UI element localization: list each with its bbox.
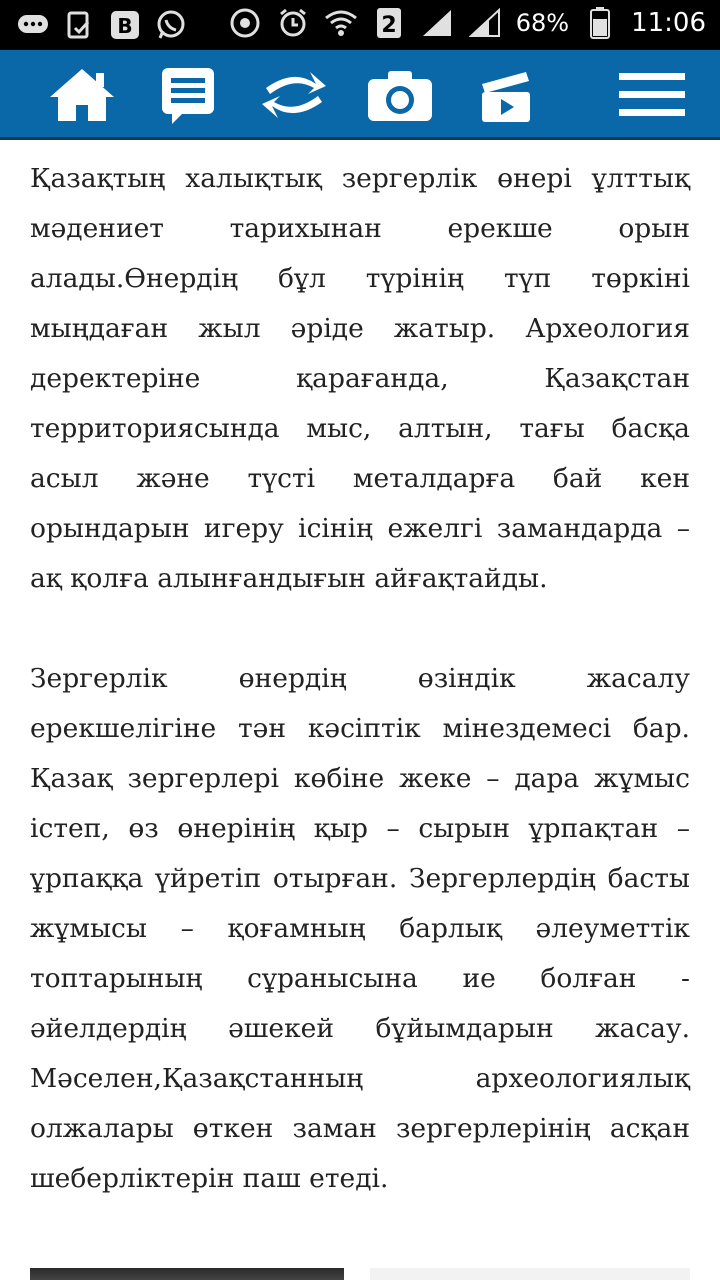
alarm-icon (276, 6, 310, 40)
video-button[interactable] (470, 63, 542, 127)
signal-icon (420, 6, 454, 40)
browser-b-icon (108, 8, 142, 42)
home-icon (46, 65, 118, 125)
news-button[interactable] (152, 63, 224, 127)
notification-icons (16, 8, 188, 42)
article-body (30, 142, 690, 1204)
wifi-icon (324, 6, 358, 40)
clock: 11:06 (631, 8, 706, 38)
battery-percent: 68% (515, 9, 570, 37)
sim-2-icon (372, 6, 406, 40)
clipboard-icon (62, 8, 96, 42)
menu-button[interactable] (616, 63, 688, 127)
chat-icon (16, 8, 50, 42)
camera-button[interactable] (364, 63, 436, 127)
chrome-icon (228, 6, 262, 40)
article-image[interactable] (370, 1268, 690, 1280)
home-button[interactable] (46, 63, 118, 127)
svg-text:2: 2 (381, 13, 397, 38)
top-navigation-bar (0, 50, 720, 140)
system-icons (228, 6, 706, 40)
article-paragraph: Қазақтың халықтық зергерлік өнері ұлттық мәдениет тарихынан ерекше орын алады.Өнердің бұл түрінің түп төркіні мыңдаған жыл әріде жатыр. Археология деректеріне қарағанда, Қазақстан территориясында мыс, алтын, тағы басқа асыл және түсті металдарға бай кен орындарын игеру ісінің ежелгі замандарда – ақ қолға алынғандығын айғақтайды. (30, 163, 690, 594)
camera-icon (366, 67, 434, 123)
article-paragraph: Зергерлік өнердің өзіндік жасалу ерекшелігіне тән кәсіптік мінездемесі бар. Қазақ зергерлері көбіне жеке – дара жұмыс істеп, өз өнерінің қыр – сырын ұрпақтан – ұрпаққа үйретіп отырған. Зергерлердің басты жұмысы – қоғамның барлық әлеуметтік топтарының сұранысына ие болған - әйелдердің әшекей бұйымдарын жасау. Мәселен,Қазақстанның археологиялық олжалары өткен заман зергерлерінің асқан шеберліктерін паш етеді. (30, 663, 690, 1194)
status-bar (0, 0, 720, 50)
svg-text:B: B (117, 14, 133, 38)
article-image[interactable] (30, 1268, 344, 1280)
exchange-button[interactable] (258, 63, 330, 127)
exchange-icon (258, 66, 330, 124)
news-icon (158, 64, 218, 126)
battery-icon (583, 6, 617, 40)
whatsapp-icon (154, 8, 188, 42)
signal-icon (468, 6, 502, 40)
video-icon (476, 66, 536, 124)
menu-icon (617, 69, 687, 121)
